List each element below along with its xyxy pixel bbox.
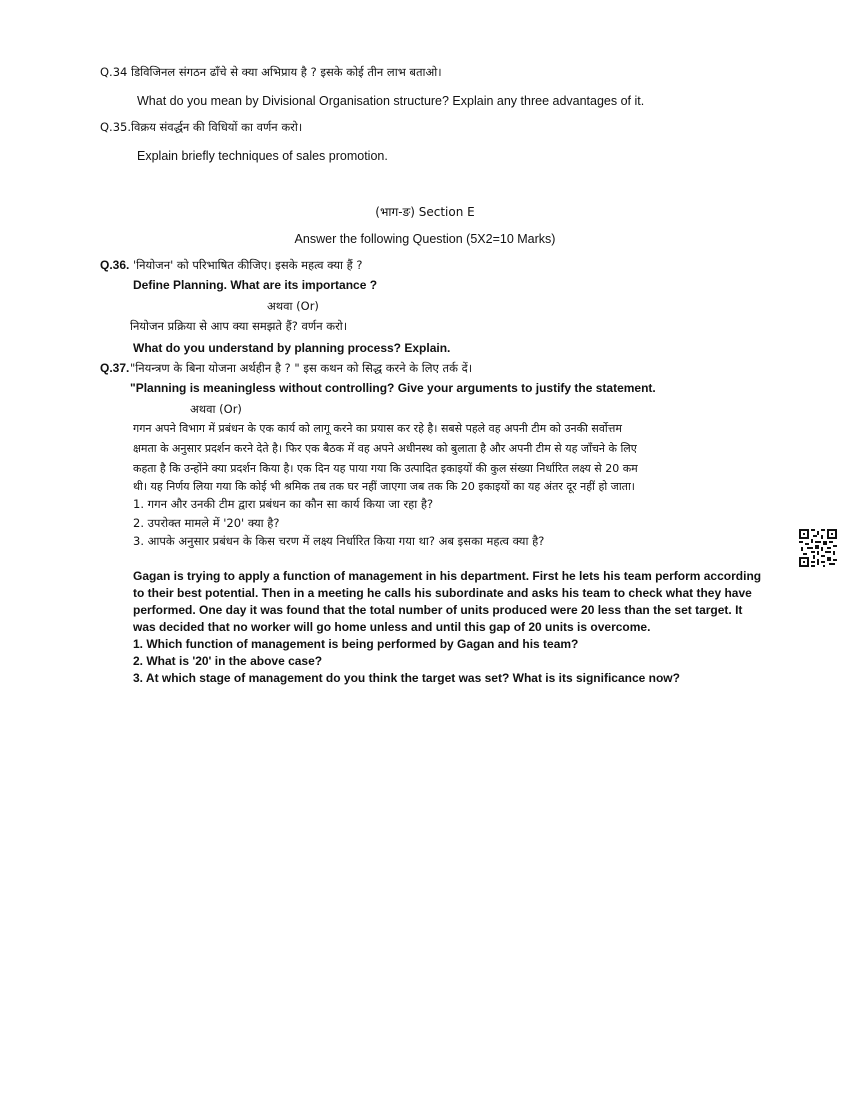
- case-english-line: was decided that no worker will go home unless and until this gap of 20 units is overcome.: [133, 620, 651, 634]
- q37-number: Q.37.: [100, 361, 130, 375]
- qr-code-icon: [799, 529, 837, 567]
- q35-english: Explain briefly techniques of sales promotion.: [137, 149, 388, 163]
- case-english-line: to their best potential. Then in a meeting he calls his subordinate and asks his team to check what they have: [133, 586, 752, 600]
- case-hindi-line: थी। यह निर्णय लिया गया कि कोई भी श्रमिक तब तक घर नहीं जाएगा जब तक कि 20 इकाइयों का यह अंतर दूर नहीं हो जाता।: [133, 480, 635, 493]
- q34-english: What do you mean by Divisional Organisation structure? Explain any three advantages of it.: [137, 94, 645, 108]
- q36-english: Define Planning. What are its importance ?: [133, 278, 378, 292]
- question-english: 1. Which function of management is being performed by Gagan and his team?: [133, 637, 579, 651]
- q37-or: अथवा (Or): [190, 402, 242, 416]
- question-hindi: 3. आपके अनुसार प्रबंधन के किस चरण में लक्ष्य निर्धारित किया गया था? अब इसका महत्व क्या है?: [133, 534, 545, 548]
- q36-hindi: 'नियोजन' को परिभाषित कीजिए। इसके महत्व क्या हैं ?: [133, 258, 363, 272]
- q35-hindi: Q.35.विक्रय संवर्द्धन की विधियों का वर्णन करो।: [100, 120, 303, 134]
- question-hindi: 2. उपरोक्त मामले में '20' क्या है?: [133, 516, 280, 530]
- q34-hindi: Q.34 डिविजिनल संगठन ढाँचे से क्या अभिप्राय है ? इसके कोई तीन लाभ बताओ।: [100, 65, 442, 79]
- q36-number: Q.36.: [100, 258, 130, 272]
- question-hindi: 1. गगन और उनकी टीम द्वारा प्रबंधन का कौन सा कार्य किया जा रहा है?: [133, 497, 434, 511]
- case-english-line: Gagan is trying to apply a function of management in his department. First he lets his team perform according: [133, 569, 762, 583]
- question-english: 2. What is '20' in the above case?: [133, 654, 323, 668]
- q36-alt-english: What do you understand by planning process? Explain.: [133, 341, 451, 355]
- q36-or: अथवा (Or): [267, 299, 319, 313]
- q37-english: "Planning is meaningless without controlling? Give your arguments to justify the statement.: [130, 381, 656, 395]
- q37-hindi: "नियन्त्रण के बिना योजना अर्थहीन है ? " इस कथन को सिद्ध करने के लिए तर्क दें।: [130, 361, 473, 375]
- case-hindi-line: कहता है कि उन्होंने क्या प्रदर्शन किया है। एक दिन यह पाया गया कि उत्पादित इकाइयों की कुल संख्या निर्धारित लक्ष्य से 20 कम: [133, 462, 638, 475]
- q36-alt-hindi: नियोजन प्रक्रिया से आप क्या समझते हैं? वर्णन करो।: [130, 319, 348, 333]
- section-title: (भाग-ङ) Section E: [375, 205, 475, 219]
- question-english: 3. At which stage of management do you think the target was set? What is its significance now?: [133, 671, 680, 685]
- section-instruction: Answer the following Question (5X2=10 Marks): [294, 232, 556, 246]
- case-hindi-line: क्षमता के अनुसार प्रदर्शन करने देते है। फिर एक बैठक में वह अपने अधीनस्थ को बुलाता है और अपनी टीम से यह जाँचने के लिए: [133, 442, 637, 455]
- case-english-line: performed. One day it was found that the total number of units produced were 20 less than the set target. It: [133, 603, 743, 617]
- case-hindi-line: गगन अपने विभाग में प्रबंधन के एक कार्य को लागू करने का प्रयास कर रहे है। सबसे पहले वह अपनी टीम को उनकी सर्वोत्तम: [133, 422, 622, 435]
